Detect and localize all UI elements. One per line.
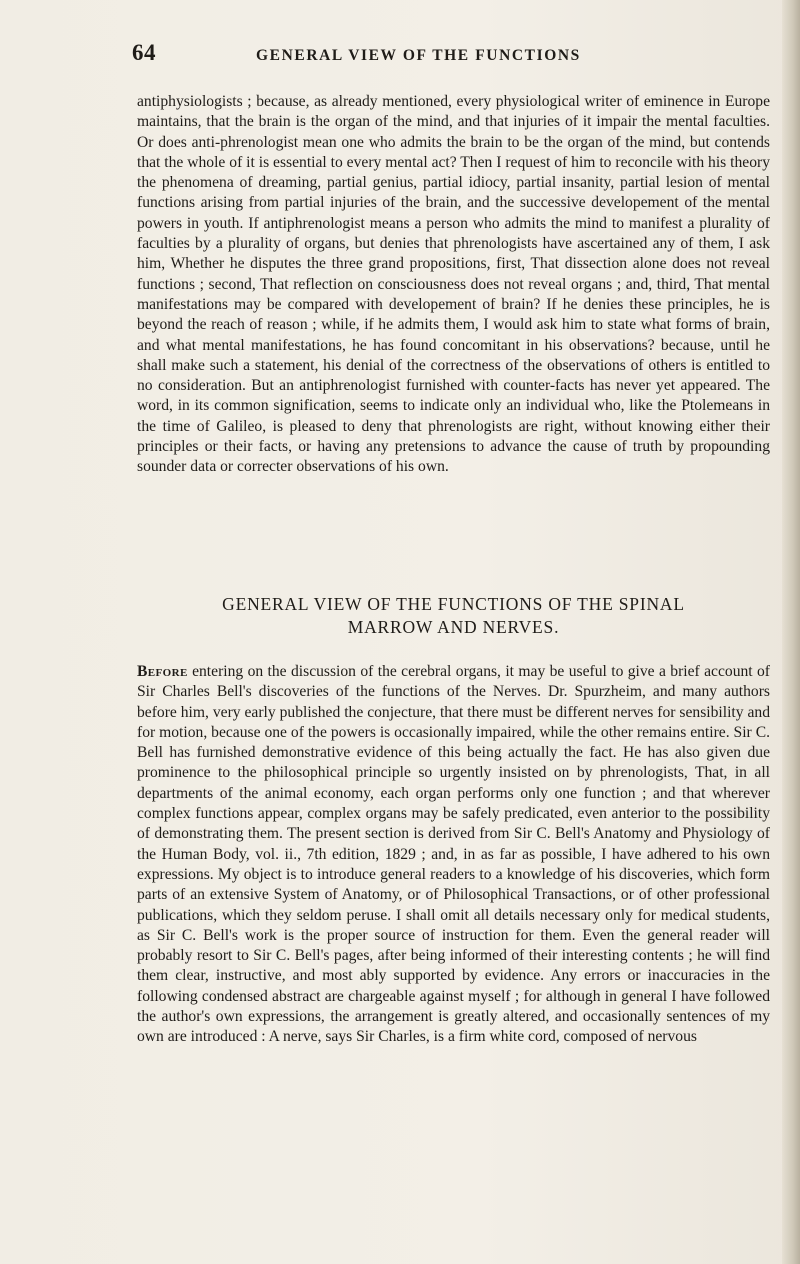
page-number: 64 — [132, 40, 156, 65]
page-header — [132, 40, 772, 70]
section-heading-line-2: MARROW AND NERVES. — [347, 617, 560, 637]
body-paragraph-1: antiphysiologists ; because, as already mentioned, every physiological writer of eminence in Europe maintains, that the brain is the organ of the mind, and that injuries of it impair the mental faculties. Or does anti-phrenologist mean one who admits the brain to be the organ of the mind, but contends that the whole of it is essential to every mental act? Then I request of him to reconcile with his theory the phenomena of dreaming, partial genius, partial idiocy, partial insanity, partial lesion of mental functions arising from partial injuries of the brain, and the successive developement of the mental powers in youth. If antiphrenologist means a person who admits the mind to manifest a plurality of faculties by a plurality of organs, but denies that phrenologists have ascertained any of them, I ask him, Whether he disputes the three grand propositions, first, That dissection alone does not reveal functions ; second, That reflection on consciousness does not reveal organs ; and, third, That mental manifestations may be compared with developement of brain? If he denies these principles, he is beyond the reach of reason ; while, if he admits them, I would ask him to state what forms of brain, and what mental manifestations, he has found concomitant in his observations? because, until he shall make such a statement, his denial of the correctness of the observations of others is entitled to no consideration. But an antiphrenologist furnished with counter-facts has never yet appeared. The word, in its common signification, seems to indicate only an individual who, like the Ptolemeans in the time of Galileo, is pleased to deny that phrenologists are right, without knowing either their principles or their facts, or having any pretensions to advance the cause of truth by propounding sounder data or correcter observations of his own. — [137, 93, 770, 476]
section-heading-line-1: GENERAL VIEW OF THE FUNCTIONS OF THE SPINAL — [222, 594, 685, 614]
running-title: GENERAL VIEW OF THE FUNCTIONS — [256, 47, 581, 64]
body-paragraph-2 — [137, 662, 770, 1048]
section-heading — [137, 593, 770, 639]
paragraph-2-text: entering on the discussion of the cerebral organs, it may be useful to give a brief account of Sir Charles Bell's discoveries of the functions of the Nerves. Dr. Spurzheim, and many authors before him, very early published the conjecture, that there must be different nerves for sensibility and for motion, because one of the powers is occasionally impaired, while the other remains entire. Sir C. Bell has furnished demonstrative evidence of this being actually the fact. He has also given due prominence to the philosophical principle so urgently insisted on by phrenologists, That, in all departments of the animal economy, each organ performs only one function ; and that wherever complex functions appear, complex organs may be safely predicated, even anterior to the possibility of demonstrating them. The present section is derived from Sir C. Bell's Anatomy and Physiology of the Human Body, vol. ii., 7th edition, 1829 ; and, in as far as possible, I have adhered to his own expressions. My object is to introduce general readers to a knowledge of his discoveries, which form parts of an extensive System of Anatomy, or of Philosophical Transactions, or of other professional publications, which they seldom peruse. I shall omit all details necessary only for medical students, as Sir C. Bell's work is the proper source of instruction for them. Even the general reader will probably resort to Sir C. Bell's pages, after being informed of their interesting contents ; he will find them clear, instructive, and most ably supported by evidence. Any errors or inaccuracies in the following condensed abstract are chargeable against myself ; for although in general I have followed the author's own expressions, the arrangement is greatly altered, and occasionally sentences of my own are introduced : A nerve, says Sir Charles, is a firm white cord, composed of nervous — [137, 663, 770, 1046]
paragraph-lead-word: Before — [137, 663, 188, 680]
page-edge — [782, 0, 800, 1264]
